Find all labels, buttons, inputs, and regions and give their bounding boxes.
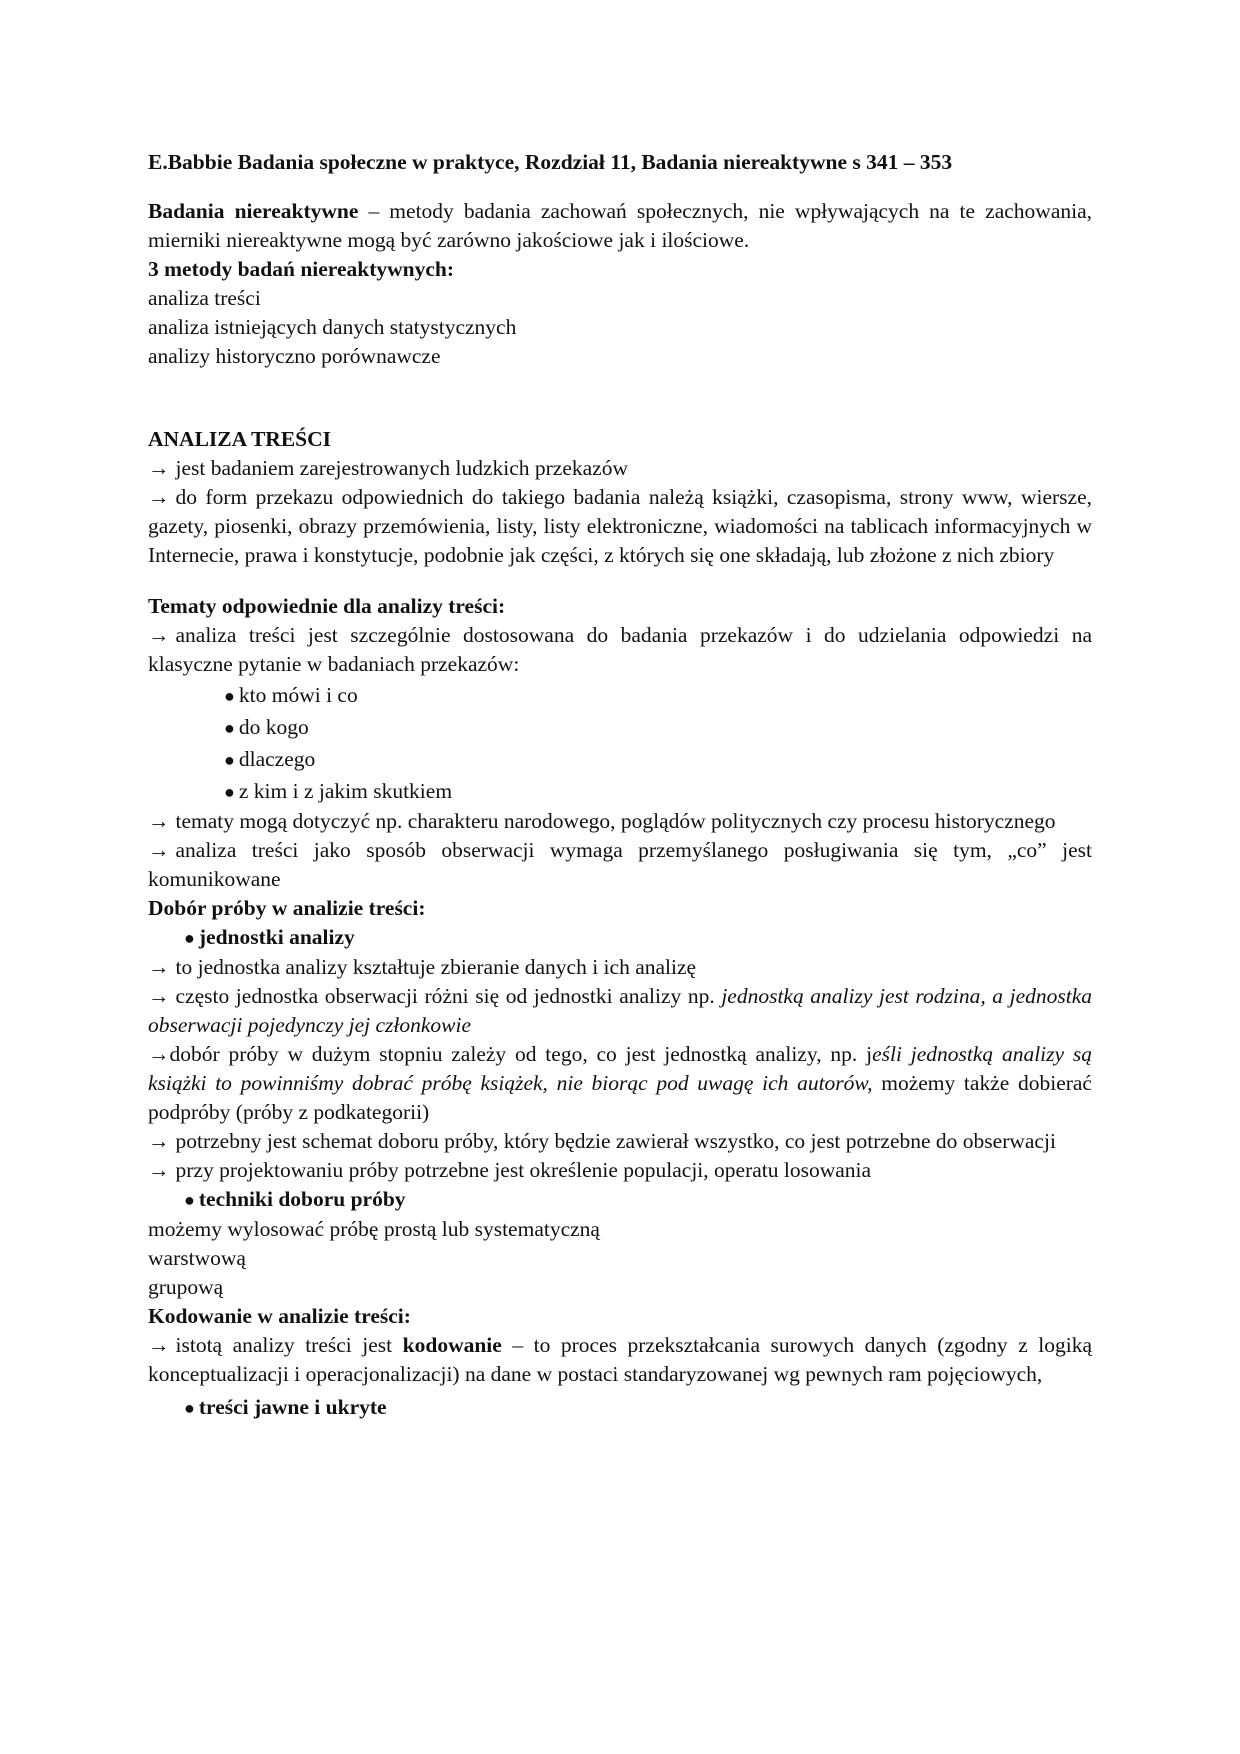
intro-term: Badania niereaktywne xyxy=(148,199,359,223)
bullet-item: ● z kim i z jakim skutkiem xyxy=(224,779,453,803)
arrow-icon: → xyxy=(148,955,170,979)
arrow-icon: → xyxy=(148,1333,170,1357)
arrow-icon: → xyxy=(148,623,170,647)
arrow-icon: → xyxy=(148,456,170,480)
bullet-icon: ● xyxy=(224,750,235,770)
bullet-item-bold: ● treści jawne i ukryte xyxy=(184,1395,387,1419)
arrow-line: → analiza treści jako sposób obserwacji wymaga przemyślanego posługiwania się tym, „co” jest komunikowane xyxy=(148,838,1092,891)
arrow-line: → istotą analizy treści jest kodowanie – to proces przekształcania surowych danych (zgodny z logiką konceptualizacji i operacjonalizacji) na dane w postaci standaryzowanej wg pewnych ram pojęciowych, xyxy=(148,1333,1092,1386)
arrow-line: →dobór próby w dużym stopniu zależy od tego, co jest jednostką analizy, np. jeśli jednostką analizy są książki to powinniśmy dobrać próbę książek, nie biorąc pod uwagę ich autorów, możemy także dobierać podpróby (próby z podkategorii) xyxy=(148,1042,1092,1124)
bullet-icon: ● xyxy=(224,686,235,706)
technique-item: warstwową xyxy=(148,1246,246,1270)
arrow-line: → do form przekazu odpowiednich do takiego badania należą książki, czasopisma, strony www, wiersze, gazety, piosenki, obrazy przemówienia, listy, listy elektroniczne, wiadomości na tablicach informacyjnych w Internecie, prawa i konstytucje, podobnie jak części, z których się one składają, lub złożone z nich zbiory xyxy=(148,485,1092,567)
arrow-icon: → xyxy=(148,984,170,1008)
arrow-line: → potrzebny jest schemat doboru próby, który będzie zawierał wszystko, co jest potrzebne do obserwacji xyxy=(148,1129,1056,1153)
arrow-line: → przy projektowaniu próby potrzebne jest określenie populacji, operatu losowania xyxy=(148,1158,872,1182)
coding-heading: Kodowanie w analizie treści: xyxy=(148,1304,411,1328)
bullet-icon: ● xyxy=(184,1398,195,1418)
arrow-icon: → xyxy=(148,1042,170,1066)
arrow-line: → analiza treści jest szczególnie dostosowana do badania przekazów i do udzielania odpowiedzi na klasyczne pytanie w badaniach przekazów: xyxy=(148,623,1092,676)
document-page xyxy=(148,148,1092,1423)
arrow-line: → jest badaniem zarejestrowanych ludzkich przekazów xyxy=(148,456,628,480)
topics-heading: Tematy odpowiednie dla analizy treści: xyxy=(148,594,506,618)
method-item: analizy historyczno porównawcze xyxy=(148,344,441,368)
method-item: analiza istniejących danych statystycznych xyxy=(148,315,517,339)
sampling-heading: Dobór próby w analizie treści: xyxy=(148,896,426,920)
arrow-icon: → xyxy=(148,809,170,833)
method-item: analiza treści xyxy=(148,286,261,310)
intro-definition-text: – metody badania zachowań społecznych, nie wpływających na te zachowania, mierniki niereaktywne mogą być zarówno jakościowe jak i ilościowe. xyxy=(148,199,1093,252)
bullet-item-bold: ● jednostki analizy xyxy=(184,925,355,949)
technique-item: grupową xyxy=(148,1275,224,1299)
arrow-icon: → xyxy=(148,1158,170,1182)
intro-definition xyxy=(148,197,1092,255)
bullet-item-bold: ● techniki doboru próby xyxy=(184,1187,406,1211)
arrow-line: → to jednostka analizy kształtuje zbieranie danych i ich analizę xyxy=(148,955,697,979)
arrow-icon: → xyxy=(148,1129,170,1153)
methods-heading: 3 metody badań niereaktywnych: xyxy=(148,257,454,281)
bullet-icon: ● xyxy=(224,718,235,738)
document-title: E.Babbie Badania społeczne w praktyce, Rozdział 11, Badania niereaktywne s 341 – 353 xyxy=(148,150,953,174)
arrow-line: → tematy mogą dotyczyć np. charakteru narodowego, poglądów politycznych czy procesu historycznego xyxy=(148,809,1056,833)
bullet-icon: ● xyxy=(184,1190,195,1210)
bullet-icon: ● xyxy=(184,928,195,948)
arrow-icon: → xyxy=(148,485,170,509)
arrow-line: → często jednostka obserwacji różni się od jednostki analizy np. jednostką analizy jest rodzina, a jednostka obserwacji pojedynczy jej członkowie xyxy=(148,984,1093,1037)
bullet-item: ● do kogo xyxy=(224,715,309,739)
bullet-icon: ● xyxy=(224,782,235,802)
technique-item: możemy wylosować próbę prostą lub systematyczną xyxy=(148,1217,600,1241)
bullet-item: ● kto mówi i co xyxy=(224,683,358,707)
bullet-item: ● dlaczego xyxy=(224,747,316,771)
section-heading: ANALIZA TREŚCI xyxy=(148,427,332,451)
arrow-icon: → xyxy=(148,838,170,862)
spacer xyxy=(148,570,1092,592)
spacer xyxy=(148,371,1092,425)
